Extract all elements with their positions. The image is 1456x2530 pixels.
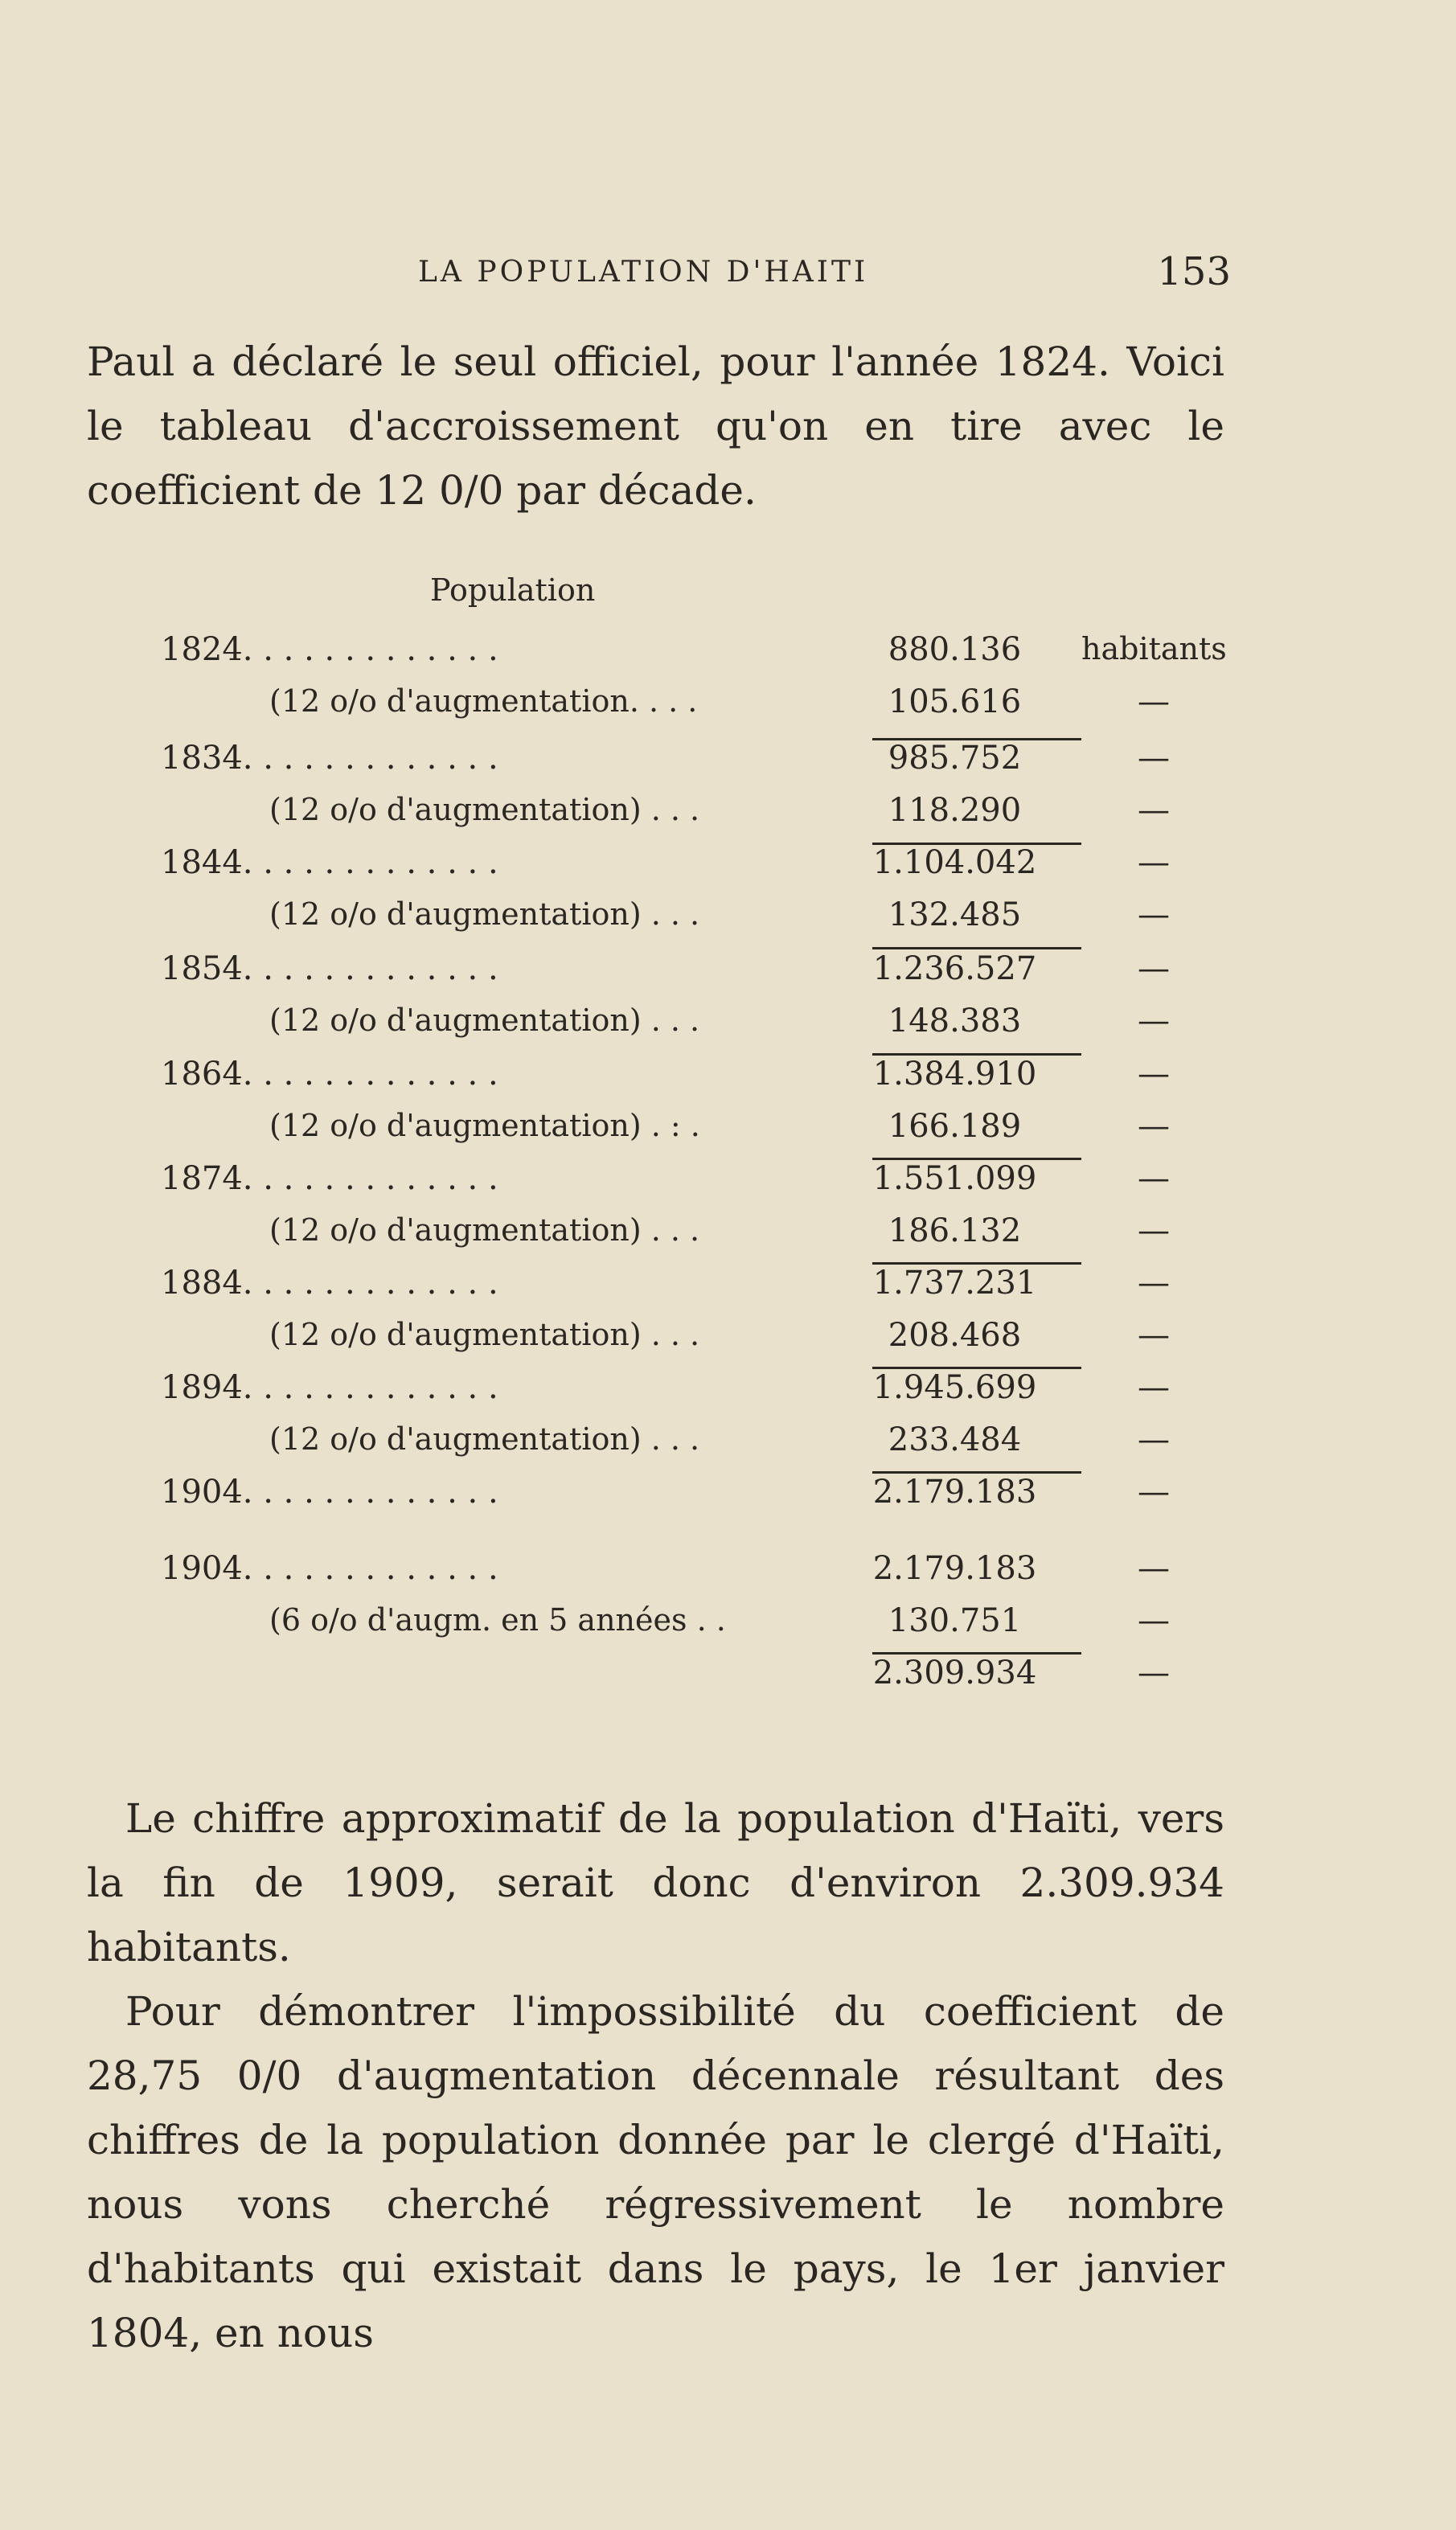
ditto-mark: — bbox=[1138, 1056, 1170, 1093]
ditto-mark: — bbox=[1138, 792, 1170, 829]
row-label: (12 o/o d'augmentation) . . . bbox=[269, 1317, 700, 1352]
table-row bbox=[0, 792, 1456, 840]
row-label: (12 o/o d'augmentation) . . . bbox=[269, 1212, 700, 1248]
row-label: 1834. . . . . . . . . . . . . bbox=[161, 740, 498, 777]
table-row bbox=[0, 950, 1456, 998]
row-value: 1.551.099 bbox=[872, 1160, 1037, 1197]
table-row bbox=[0, 683, 1456, 732]
sum-rule bbox=[872, 947, 1081, 949]
row-label: (12 o/o d'augmentation) . . . bbox=[269, 1003, 700, 1038]
row-value: 105.616 bbox=[888, 683, 1022, 720]
ditto-mark: — bbox=[1138, 1602, 1170, 1639]
table-row bbox=[0, 1108, 1456, 1156]
table-row bbox=[0, 1317, 1456, 1365]
row-label: 1904. . . . . . . . . . . . . bbox=[161, 1474, 498, 1511]
ditto-mark: — bbox=[1138, 683, 1170, 720]
table-row bbox=[0, 1369, 1456, 1417]
ditto-mark: — bbox=[1138, 1369, 1170, 1406]
running-header: LA POPULATION D'HAITI bbox=[418, 256, 869, 289]
row-value: 2.179.183 bbox=[872, 1550, 1037, 1587]
table-row bbox=[0, 740, 1456, 788]
row-value: 233.484 bbox=[888, 1421, 1022, 1458]
table-row bbox=[0, 1056, 1456, 1104]
ditto-mark: — bbox=[1138, 1421, 1170, 1458]
row-unit: habitants bbox=[1081, 631, 1227, 666]
row-value: 880.136 bbox=[888, 631, 1022, 668]
ditto-mark: — bbox=[1138, 896, 1170, 933]
row-value: 1.945.699 bbox=[872, 1369, 1037, 1406]
ditto-mark: — bbox=[1138, 740, 1170, 777]
row-value: 130.751 bbox=[888, 1602, 1022, 1639]
row-label: 1884. . . . . . . . . . . . . bbox=[161, 1265, 498, 1302]
ditto-mark: — bbox=[1138, 1108, 1170, 1145]
table-row bbox=[0, 896, 1456, 945]
ditto-mark: — bbox=[1138, 1212, 1170, 1249]
row-value: 118.290 bbox=[888, 792, 1022, 829]
table-column-header: Population bbox=[430, 572, 596, 608]
row-value: 132.485 bbox=[888, 896, 1022, 933]
row-label: 1904. . . . . . . . . . . . . bbox=[161, 1550, 498, 1587]
table-row bbox=[0, 1212, 1456, 1261]
row-value: 1.104.042 bbox=[872, 844, 1037, 881]
table-row bbox=[0, 1474, 1456, 1522]
row-label: 1854. . . . . . . . . . . . . bbox=[161, 950, 498, 987]
row-value: 985.752 bbox=[888, 740, 1022, 777]
row-label: (12 o/o d'augmentation) . . . bbox=[269, 1421, 700, 1457]
row-label: 1864. . . . . . . . . . . . . bbox=[161, 1056, 498, 1093]
row-label: 1824. . . . . . . . . . . . . bbox=[161, 631, 498, 668]
table-row bbox=[0, 1265, 1456, 1313]
table-row bbox=[0, 1003, 1456, 1051]
conclusion-paragraph: Le chiffre approximatif de la population d'Haïti, vers la fin de 1909, serait donc d'environ 2.309.934 habitants. bbox=[87, 1795, 1224, 1970]
intro-paragraph: Paul a déclaré le seul officiel, pour l'année 1824. Voici le tableau d'accroissement qu'on en tire avec le coefficient de 12 0/0 par décade. bbox=[87, 338, 1224, 514]
table-row bbox=[0, 1655, 1456, 1703]
row-value: 1.384.910 bbox=[872, 1056, 1037, 1093]
table-row bbox=[0, 1160, 1456, 1208]
row-label: 1844. . . . . . . . . . . . . bbox=[161, 844, 498, 881]
row-value: 186.132 bbox=[888, 1212, 1022, 1249]
table-row bbox=[0, 1550, 1456, 1598]
ditto-mark: — bbox=[1138, 1474, 1170, 1511]
row-value: 208.468 bbox=[888, 1317, 1022, 1354]
row-label: (12 o/o d'augmentation) . . . bbox=[269, 896, 700, 932]
row-label: (6 o/o d'augm. en 5 années . . bbox=[269, 1602, 726, 1638]
row-label: (12 o/o d'augmentation) . . . bbox=[269, 792, 700, 827]
row-value: 1.236.527 bbox=[872, 950, 1037, 987]
table-row bbox=[0, 1421, 1456, 1470]
row-value: 148.383 bbox=[888, 1003, 1022, 1039]
ditto-mark: — bbox=[1138, 950, 1170, 987]
row-label: (12 o/o d'augmentation. . . . bbox=[269, 683, 698, 719]
row-label: 1874. . . . . . . . . . . . . bbox=[161, 1160, 498, 1197]
ditto-mark: — bbox=[1138, 1265, 1170, 1302]
page-number: 153 bbox=[1157, 249, 1231, 294]
row-value: 1.737.231 bbox=[872, 1265, 1037, 1302]
row-label: (12 o/o d'augmentation) . : . bbox=[269, 1108, 700, 1143]
ditto-mark: — bbox=[1138, 1317, 1170, 1354]
row-value: 166.189 bbox=[888, 1108, 1022, 1145]
ditto-mark: — bbox=[1138, 844, 1170, 881]
ditto-mark: — bbox=[1138, 1003, 1170, 1039]
row-label: 1894. . . . . . . . . . . . . bbox=[161, 1369, 498, 1406]
table-row bbox=[0, 1602, 1456, 1650]
table-row bbox=[0, 631, 1456, 679]
ditto-mark: — bbox=[1138, 1550, 1170, 1587]
row-value: 2.179.183 bbox=[872, 1474, 1037, 1511]
continuation-paragraph: Pour démontrer l'impossibilité du coefficient de 28,75 0/0 d'augmentation décennale résultant des chiffres de la population donnée par le clergé d'Haïti, nous vons cherché régressivement le nombre d'habitants qui existait dans le pays, le 1er janvier 1804, en nous bbox=[87, 1988, 1224, 2356]
ditto-mark: — bbox=[1138, 1655, 1170, 1691]
ditto-mark: — bbox=[1138, 1160, 1170, 1197]
table-row bbox=[0, 844, 1456, 892]
row-value: 2.309.934 bbox=[872, 1655, 1037, 1691]
